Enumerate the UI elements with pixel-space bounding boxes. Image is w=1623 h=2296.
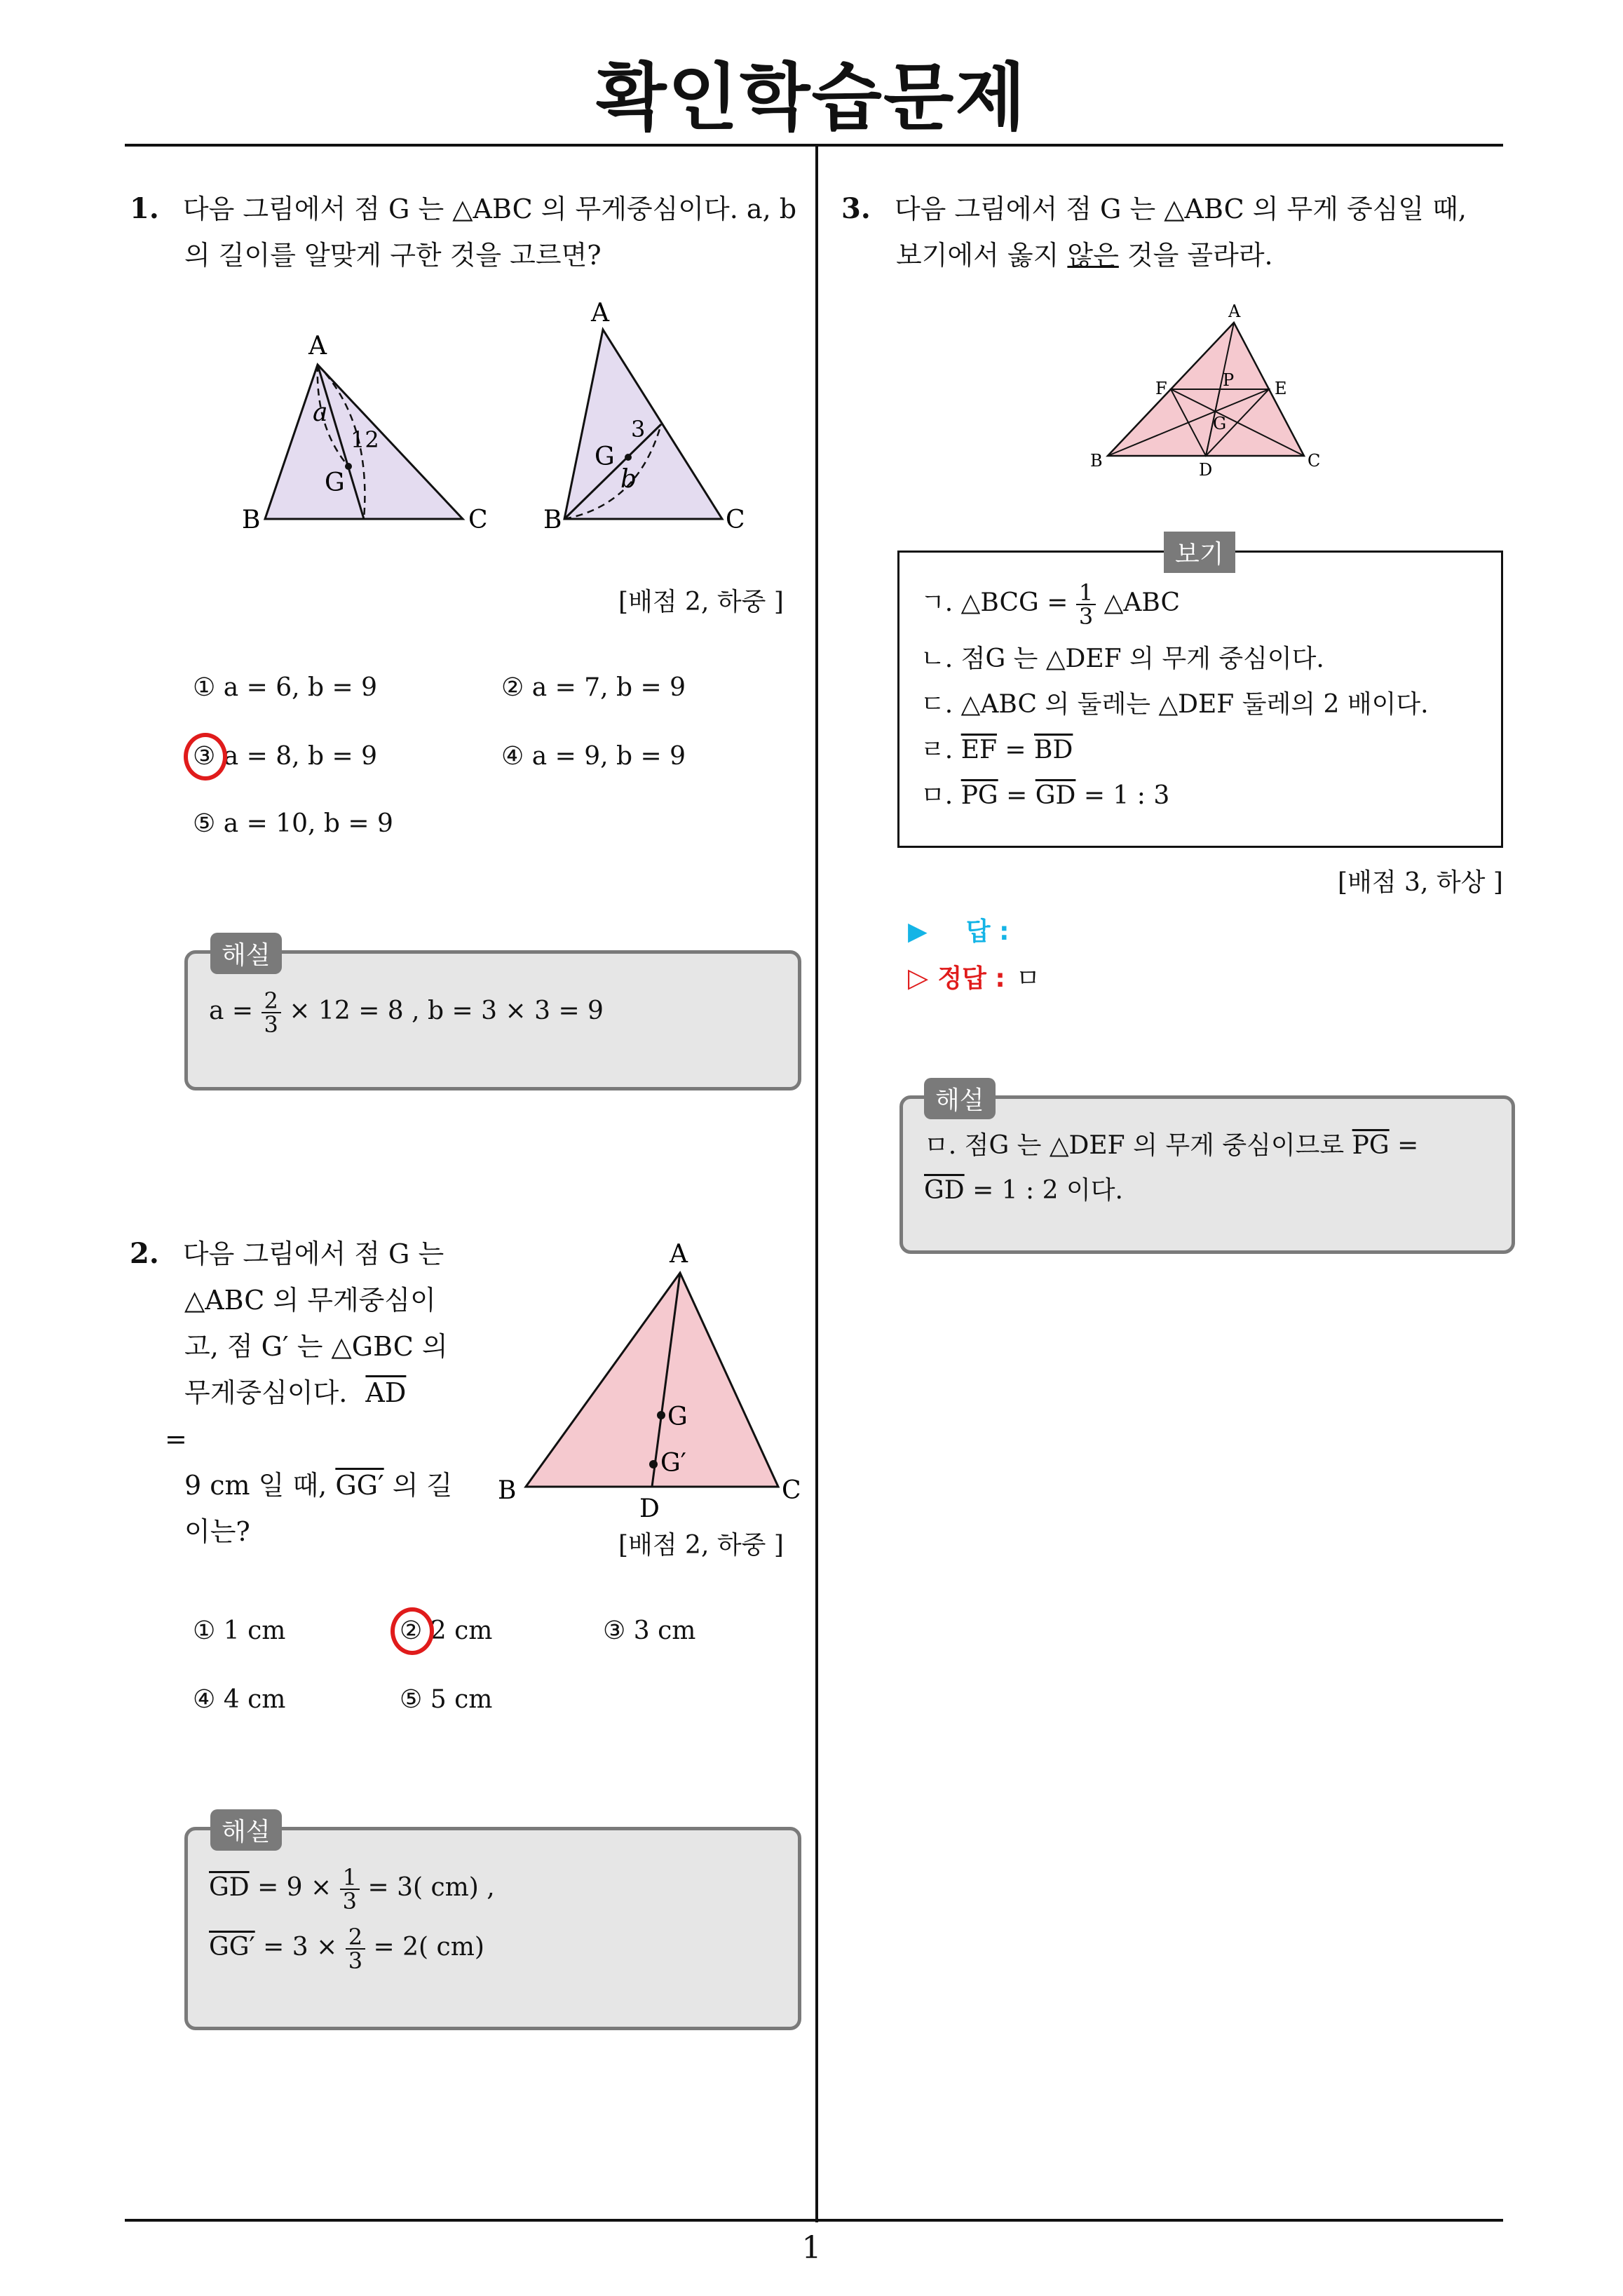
q3-item1-b: △ABC <box>1103 588 1181 617</box>
q3-bogi-item1 <box>921 581 1180 628</box>
q3-item1-a: ㄱ. △BCG = <box>921 588 1068 617</box>
q2-exp1-fraction <box>340 1864 360 1915</box>
q2-label-A: A <box>670 1240 688 1269</box>
q2-choice-1[interactable]: ① 1 cm <box>193 1616 286 1645</box>
q2-line3: 고, 점 G′ 는 △GBC 의 <box>184 1331 448 1362</box>
q2-label-C: C <box>782 1476 801 1505</box>
q2-line4: 무게중심이다. <box>184 1377 348 1408</box>
q3-item5-gd: $\overline{GD}$ <box>1035 781 1076 810</box>
q1-choice-3[interactable]: ③ a = 8, b = 9 <box>193 742 378 771</box>
q1-explanation-tag: 해설 <box>210 933 282 974</box>
q3-bogi-item4 <box>921 728 1073 773</box>
q3-text <box>841 186 1514 278</box>
q3-exp-eq: = <box>1397 1131 1419 1160</box>
q2-exp2-den: 3 <box>348 1947 363 1974</box>
q3-exp-pg: $\overline{PG}$ <box>1352 1131 1390 1160</box>
q2-exp1-a: = 9 × <box>257 1873 332 1902</box>
q3-correct-row <box>908 959 1040 994</box>
q3-item5-eq: = <box>1006 781 1028 810</box>
q3-bogi-tag: 보기 <box>1164 532 1235 573</box>
q2-label-G-prime: G′ <box>660 1449 686 1478</box>
q1r-label-3: 3 <box>631 416 646 443</box>
page-number: 1 <box>801 2230 822 2266</box>
q1-choice-1[interactable]: ① a = 6, b = 9 <box>193 673 378 702</box>
q3-item4-ef: $\overline{EF}$ <box>960 736 997 764</box>
q1-answer-mark <box>184 733 227 781</box>
q1l-label-12: 12 <box>351 426 379 453</box>
q3-answer-label: 답 : <box>965 917 1010 946</box>
q3-item1-den: 3 <box>1078 603 1094 630</box>
q1-exp-rest: × 12 = 8 , b = 3 × 3 = 9 <box>289 997 604 1025</box>
q2-line2: △ABC 의 무게중심이 <box>184 1285 436 1316</box>
q2-exp1-b: = 3( cm) , <box>367 1873 495 1902</box>
q2-exp2-lhs: GG′ <box>209 1933 255 1961</box>
q1r-label-C: C <box>726 506 745 534</box>
page-title: 확인학습문제 <box>596 55 1027 140</box>
q2-exp-line2 <box>209 1925 484 1972</box>
q3-explanation-box <box>899 1095 1515 1254</box>
q3-line2b: 것을 골라라. <box>1127 240 1273 271</box>
q3-explanation-tag: 해설 <box>924 1078 996 1119</box>
q3-score: [배점 3, 하상 ] <box>1338 868 1503 897</box>
q2-explanation-box <box>184 1827 801 2030</box>
q3-label-A: A <box>1228 302 1241 321</box>
q1-number: 1. <box>130 192 159 225</box>
q1-exp-fraction <box>262 987 281 1038</box>
q1-text <box>130 186 803 278</box>
q2-answer-mark <box>391 1607 434 1655</box>
q3-line2a: 보기에서 옳지 <box>896 240 1059 271</box>
q1l-label-A: A <box>308 332 327 360</box>
q3-bogi-box <box>897 551 1503 848</box>
q3-answer-row <box>908 912 1010 947</box>
q3-item1-fraction <box>1076 581 1096 628</box>
q2-tail: 의 길 <box>392 1470 453 1501</box>
column-divider <box>815 145 818 2222</box>
q3-item5-b: = 1 : 3 <box>1083 781 1170 810</box>
q2-choice-2[interactable]: ② 2 cm <box>400 1616 493 1645</box>
q3-item4-a: ㄹ. <box>921 736 953 764</box>
q3-explanation-text <box>924 1123 1499 1213</box>
q3-item1-num: 1 <box>1076 581 1096 605</box>
q2-choice-5[interactable]: ⑤ 5 cm <box>400 1685 493 1714</box>
q3-exp-a: ㅁ. 점G 는 △DEF 의 무게 중심이므로 <box>924 1131 1345 1160</box>
q1-exp-num: 2 <box>262 990 281 1013</box>
q2-number: 2. <box>130 1237 159 1270</box>
q2-text <box>130 1231 466 1555</box>
q3-line1: 다음 그림에서 점 G 는 △ABC 의 무게 중심일 때, <box>894 194 1467 224</box>
q2-exp2-b: = 2( cm) <box>373 1933 484 1961</box>
q1r-label-b: b <box>620 465 637 494</box>
q2-gg: GG′ <box>335 1470 384 1501</box>
q1-line1: 다음 그림에서 점 G 는 △ABC 의 무게중심이다. a, b <box>182 194 797 224</box>
q3-item4-eq: = <box>1005 736 1026 764</box>
q3-label-P: P <box>1223 370 1235 390</box>
q2-label-G: G <box>667 1403 688 1431</box>
q2-label-D: D <box>639 1494 660 1523</box>
q1-figure-left <box>231 323 512 540</box>
q1r-label-G: G <box>595 443 615 471</box>
q2-exp2-fraction <box>346 1926 365 1972</box>
q1l-label-a: a <box>313 398 328 427</box>
q2-exp1-den: 3 <box>342 1888 358 1915</box>
q3-number: 3. <box>841 192 871 225</box>
q2-choice-3[interactable]: ③ 3 cm <box>603 1616 696 1645</box>
q2-label-B: B <box>498 1476 517 1505</box>
q1-score: [배점 2, 하중 ] <box>618 588 784 616</box>
correct-arrow-icon: ▷ <box>908 962 929 993</box>
q3-label-B: B <box>1090 451 1103 471</box>
q2-line1: 다음 그림에서 점 G 는 <box>182 1238 444 1269</box>
q2-figure <box>491 1238 820 1525</box>
q3-label-D: D <box>1199 460 1213 480</box>
q2-line6: 이는? <box>184 1516 250 1547</box>
q2-exp2-a: = 3 × <box>263 1933 338 1961</box>
q1l-label-B: B <box>242 506 261 534</box>
q3-bogi-item2: ㄴ. 점G 는 △DEF 의 무게 중심이다. <box>921 644 1324 673</box>
q2-exp1-num: 1 <box>340 1866 360 1890</box>
q1-choice-4[interactable]: ④ a = 9, b = 9 <box>501 742 686 771</box>
q2-line5: 9 cm 일 때, <box>184 1470 327 1501</box>
q3-correct-label: 정답 : <box>937 964 1005 993</box>
q3-label-C: C <box>1308 451 1321 471</box>
q1-exp-den: 3 <box>264 1011 278 1038</box>
q3-figure <box>1080 295 1346 484</box>
q3-label-G: G <box>1213 414 1227 433</box>
q2-exp1-lhs: $\overline{GD}$ <box>209 1873 250 1902</box>
q1l-label-G: G <box>325 468 345 497</box>
q3-item5-pg: $\overline{PG}$ <box>960 781 998 810</box>
q1r-label-B: B <box>543 506 562 534</box>
q3-correct-value: ㅁ <box>1015 964 1040 993</box>
q2-ad: $\overline{AD}$ <box>365 1377 407 1408</box>
q2-eq: = <box>165 1424 187 1454</box>
q3-label-E: E <box>1275 379 1287 398</box>
q1l-label-C: C <box>468 506 488 534</box>
q2-choice-4[interactable]: ④ 4 cm <box>193 1685 286 1714</box>
q3-item4-bd: $\overline{BD}$ <box>1034 736 1073 764</box>
q3-line2u: 않은 <box>1067 240 1119 271</box>
q2-exp-line1 <box>209 1864 495 1915</box>
footer-divider <box>125 2219 1503 2222</box>
q1-choice-5[interactable]: ⑤ a = 10, b = 9 <box>193 809 393 838</box>
q1-choice-2[interactable]: ② a = 7, b = 9 <box>501 673 686 702</box>
q1-explanation-text <box>209 989 604 1036</box>
q2-explanation-tag: 해설 <box>210 1809 282 1851</box>
q1r-label-A: A <box>591 299 609 327</box>
title-divider <box>125 144 1503 147</box>
q2-score: [배점 2, 하중 ] <box>618 1531 784 1560</box>
q3-bogi-item3: ㄷ. △ABC 의 둘레는 △DEF 둘레의 2 배이다. <box>921 690 1429 719</box>
q3-exp-gd: $\overline{GD}$ <box>924 1176 965 1205</box>
q1-line2: 의 길이를 알맞게 구한 것을 고르면? <box>184 240 602 271</box>
q2-exp2-num: 2 <box>346 1926 365 1950</box>
q1-figure-right <box>533 295 771 540</box>
q3-exp-b: = 1 : 2 이다. <box>972 1176 1123 1205</box>
answer-arrow-icon: ▶ <box>908 917 928 946</box>
q3-label-F: F <box>1155 379 1167 398</box>
q3-item5-a: ㅁ. <box>921 781 953 810</box>
q1-exp-lhs: a = <box>209 997 254 1025</box>
q3-bogi-item5 <box>921 774 1169 818</box>
